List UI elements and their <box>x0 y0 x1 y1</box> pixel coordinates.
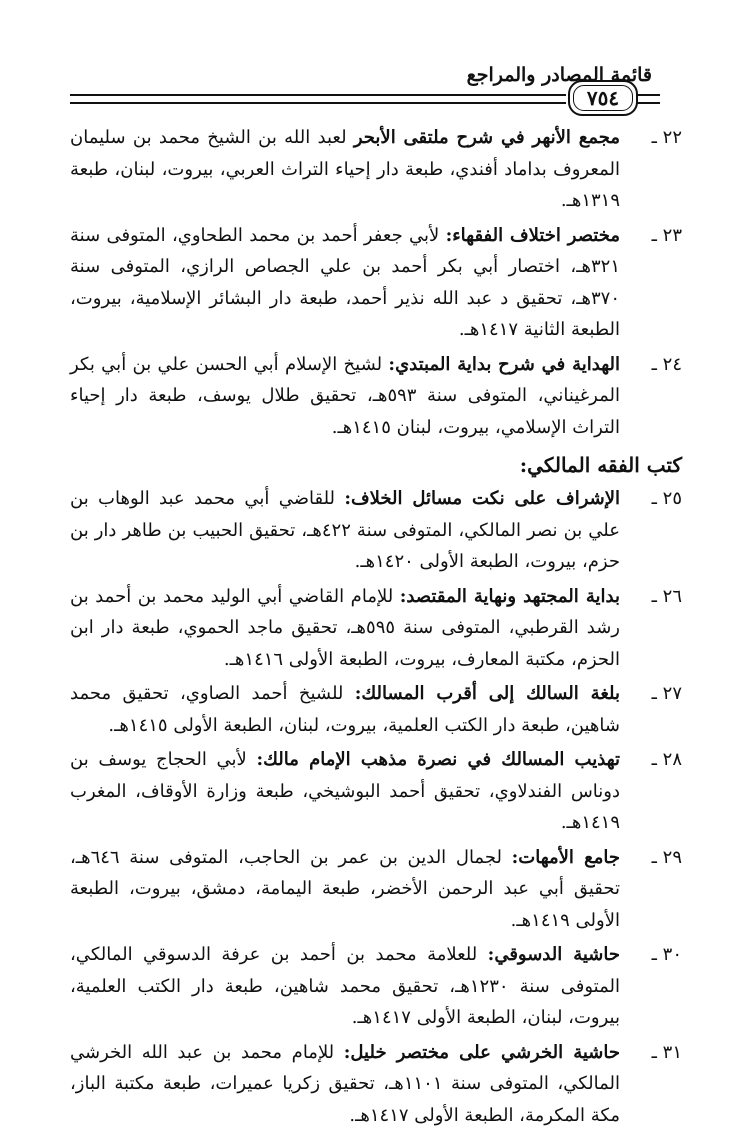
entry-text: للإمام القاضي أبي الوليد محمد بن أحمد بن رشد القرطبي، المتوفى سنة ٥٩٥هـ، تحقيق ماجد الحموي، طبعة دار ابن الحزم، مكتبة المعارف، بيروت، الطبعة الأولى ١٤١٦هـ. <box>70 585 620 670</box>
entry-text: للشيخ أحمد الصاوي، تحقيق محمد شاهين، طبعة دار الكتب العلمية، بيروت، لبنان، الطبعة الأولى ١٤١٥هـ. <box>70 683 620 736</box>
entry-text: لأبي الحجاج يوسف بن دوناس الفندلاوي، تحقيق أحمد البوشيخي، طبعة وزارة الأوقاف، المغرب ١٤١٩هـ. <box>70 749 620 833</box>
entry-text: للقاضي أبي محمد عبد الوهاب بن علي بن نصر المالكي، المتوفى سنة ٤٢٢هـ، تحقيق الحبيب بن طاهر دار بن حزم، بيروت، الطبعة الأولى ١٤٢٠هـ. <box>70 488 620 572</box>
bibliography-entry <box>70 220 682 346</box>
entry-title: الإشراف على نكت مسائل الخلاف: <box>344 488 620 509</box>
entry-text: لأبي جعفر أحمد بن محمد الطحاوي، المتوفى سنة ٣٢١هـ، اختصار أبي بكر أحمد بن علي الجصاص الرازي، المتوفى سنة ٣٧٠هـ، تحقيق د عبد الله نذير أحمد، طبعة دار البشائر الإسلامية، بيروت، الطبعة الثانية ١٤١٧هـ. <box>70 224 620 340</box>
entry-text: لعبد الله بن الشيخ محمد بن سليمان المعروف بداماد أفندي، طبعة دار إحياء التراث العربي، بيروت، لبنان، طبعة ١٣١٩هـ. <box>70 127 620 211</box>
entry-title: بلغة السالك إلى أقرب المسالك: <box>354 683 620 704</box>
entry-title: الهداية في شرح بداية المبتدي: <box>388 353 620 375</box>
entry-number: ٢٩ ـ <box>651 846 682 868</box>
entry-number: ٢٧ ـ <box>651 683 682 704</box>
entry-title: حاشية الدسوقي: <box>487 944 620 965</box>
entry-text: لجمال الدين بن عمر بن الحاجب، المتوفى سنة ٦٤٦هـ، تحقيق أبي عبد الرحمن الأخضر، طبعة اليمامة، دمشق، بيروت، الطبعة الأولى ١٤١٩هـ. <box>70 846 620 931</box>
header-rule <box>70 94 566 104</box>
entry-number: ٢٦ ـ <box>651 585 682 607</box>
entry-title: حاشية الخرشي على مختصر خليل: <box>343 1041 620 1063</box>
entry-number: ٢٤ ـ <box>651 353 682 375</box>
bibliography-entry <box>70 678 682 741</box>
entry-number: ٢٢ ـ <box>651 127 682 148</box>
entry-number: ٢٥ ـ <box>651 488 682 509</box>
section-heading: كتب الفقه المالكي: <box>519 453 682 477</box>
header-rule <box>636 94 660 104</box>
bibliography-entry <box>70 939 682 1034</box>
entry-text: لشيخ الإسلام أبي الحسن علي بن أبي بكر المرغيناني، المتوفى سنة ٥٩٣هـ، تحقيق طلال يوسف، طبعة دار إحياء التراث الإسلامي، بيروت، لبنان ١٤١٥هـ. <box>70 353 620 438</box>
bibliography-entry <box>70 744 682 839</box>
entry-text: للعلامة محمد بن أحمد بن عرفة الدسوقي المالكي، المتوفى سنة ١٢٣٠هـ، تحقيق محمد شاهين، طبعة دار الكتب العلمية، بيروت، لبنان، الطبعة الأولى ١٤١٧هـ. <box>70 944 620 1028</box>
entry-number: ٢٨ ـ <box>651 749 682 770</box>
running-title: قائمة المصادر والمراجع <box>466 64 652 86</box>
bibliography-list <box>70 122 682 1134</box>
page-number-badge <box>568 80 638 116</box>
entry-title: تهذيب المسالك في نصرة مذهب الإمام مالك: <box>256 749 621 770</box>
entry-number: ٢٣ ـ <box>651 224 682 246</box>
bibliography-entry <box>70 122 682 217</box>
bibliography-entry <box>70 1037 682 1132</box>
bibliography-entry <box>70 483 682 578</box>
entry-title: مختصر اختلاف الفقهاء: <box>445 224 620 246</box>
bibliography-entry <box>70 349 682 444</box>
entry-title: بداية المجتهد ونهاية المقتصد: <box>399 585 620 607</box>
page-number: ٧٥٤ <box>573 85 633 111</box>
entry-number: ٣٠ ـ <box>651 944 682 965</box>
bibliography-entry <box>70 581 682 676</box>
entry-number: ٣١ ـ <box>651 1041 682 1063</box>
entry-text: للإمام محمد بن عبد الله الخرشي المالكي، المتوفى سنة ١١٠١هـ، تحقيق زكريا عميرات، طبعة مكتبة الباز، مكة المكرمة، الطبعة الأولى ١٤١٧هـ. <box>70 1041 620 1126</box>
entry-title: مجمع الأنهر في شرح ملتقى الأبحر <box>353 127 620 148</box>
bibliography-entry <box>70 842 682 937</box>
entry-title: جامع الأمهات: <box>511 846 620 868</box>
